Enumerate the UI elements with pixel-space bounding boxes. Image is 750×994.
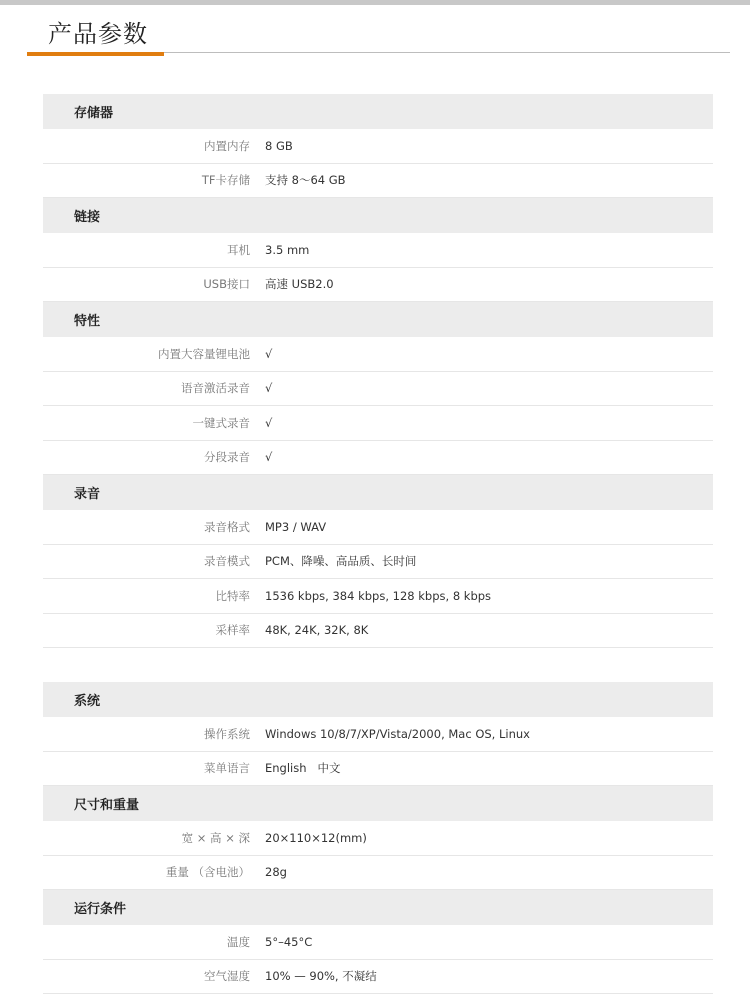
section-header-size-weight: 尺寸和重量 (43, 786, 713, 821)
spec-label: 录音模式 (43, 553, 250, 569)
spec-label: 采样率 (43, 622, 250, 638)
spec-row (43, 752, 713, 787)
spec-row (43, 925, 713, 960)
section-header-system: 系统 (43, 682, 713, 717)
spec-row (43, 856, 713, 891)
spec-value: 10% — 90%, 不凝结 (250, 968, 377, 984)
section-header-features: 特性 (43, 302, 713, 337)
spec-label: 耳机 (43, 242, 250, 258)
spec-label: 空气湿度 (43, 968, 250, 984)
spec-row (43, 129, 713, 164)
spec-label: USB接口 (43, 276, 250, 292)
spec-value: 3.5 mm (250, 243, 309, 257)
spec-label: 一键式录音 (43, 415, 250, 431)
spec-row (43, 545, 713, 580)
spec-value: 28g (250, 865, 287, 879)
spec-row (43, 579, 713, 614)
check-mark: √ (250, 416, 272, 430)
spec-label: 菜单语言 (43, 760, 250, 776)
spec-value: 48K, 24K, 32K, 8K (250, 623, 368, 637)
title-accent-bar (27, 52, 164, 56)
spec-label: 重量 （含电池） (43, 864, 250, 880)
spec-value: 1536 kbps, 384 kbps, 128 kbps, 8 kbps (250, 589, 491, 603)
section-gap (43, 648, 713, 682)
spec-row (43, 821, 713, 856)
title-area (27, 5, 730, 57)
spec-value: 支持 8～64 GB (250, 172, 346, 188)
section-header-storage: 存储器 (43, 94, 713, 129)
spec-row (43, 268, 713, 303)
spec-label: 内置大容量锂电池 (43, 346, 250, 362)
spec-value: PCM、降噪、高品质、长时间 (250, 553, 416, 569)
check-mark: √ (250, 450, 272, 464)
spec-label: 内置内存 (43, 138, 250, 154)
spec-table (43, 94, 713, 994)
section-header-recording: 录音 (43, 475, 713, 510)
check-mark: √ (250, 347, 272, 361)
spec-value: 8 GB (250, 139, 293, 153)
spec-row (43, 441, 713, 476)
spec-label: 比特率 (43, 588, 250, 604)
spec-label: TF卡存储 (43, 172, 250, 188)
spec-value: English 中文 (250, 760, 341, 776)
spec-row (43, 233, 713, 268)
spec-label: 操作系统 (43, 726, 250, 742)
spec-row (43, 510, 713, 545)
spec-row (43, 164, 713, 199)
section-header-connectivity: 链接 (43, 198, 713, 233)
spec-value: 20×110×12(mm) (250, 831, 367, 845)
spec-label: 温度 (43, 934, 250, 950)
section-header-operating-conditions: 运行条件 (43, 890, 713, 925)
spec-label: 宽 × 高 × 深 (43, 830, 250, 846)
page-title: 产品参数 (48, 19, 148, 49)
spec-row (43, 717, 713, 752)
spec-label: 语音激活录音 (43, 380, 250, 396)
spec-value: MP3 / WAV (250, 520, 326, 534)
spec-label: 录音格式 (43, 519, 250, 535)
spec-value: Windows 10/8/7/XP/Vista/2000, Mac OS, Linux (250, 727, 530, 741)
spec-value: 高速 USB2.0 (250, 276, 334, 292)
spec-label: 分段录音 (43, 449, 250, 465)
spec-row (43, 337, 713, 372)
spec-row (43, 960, 713, 994)
spec-row (43, 372, 713, 407)
spec-value: 5°–45°C (250, 935, 312, 949)
spec-row (43, 406, 713, 441)
spec-row (43, 614, 713, 649)
check-mark: √ (250, 381, 272, 395)
